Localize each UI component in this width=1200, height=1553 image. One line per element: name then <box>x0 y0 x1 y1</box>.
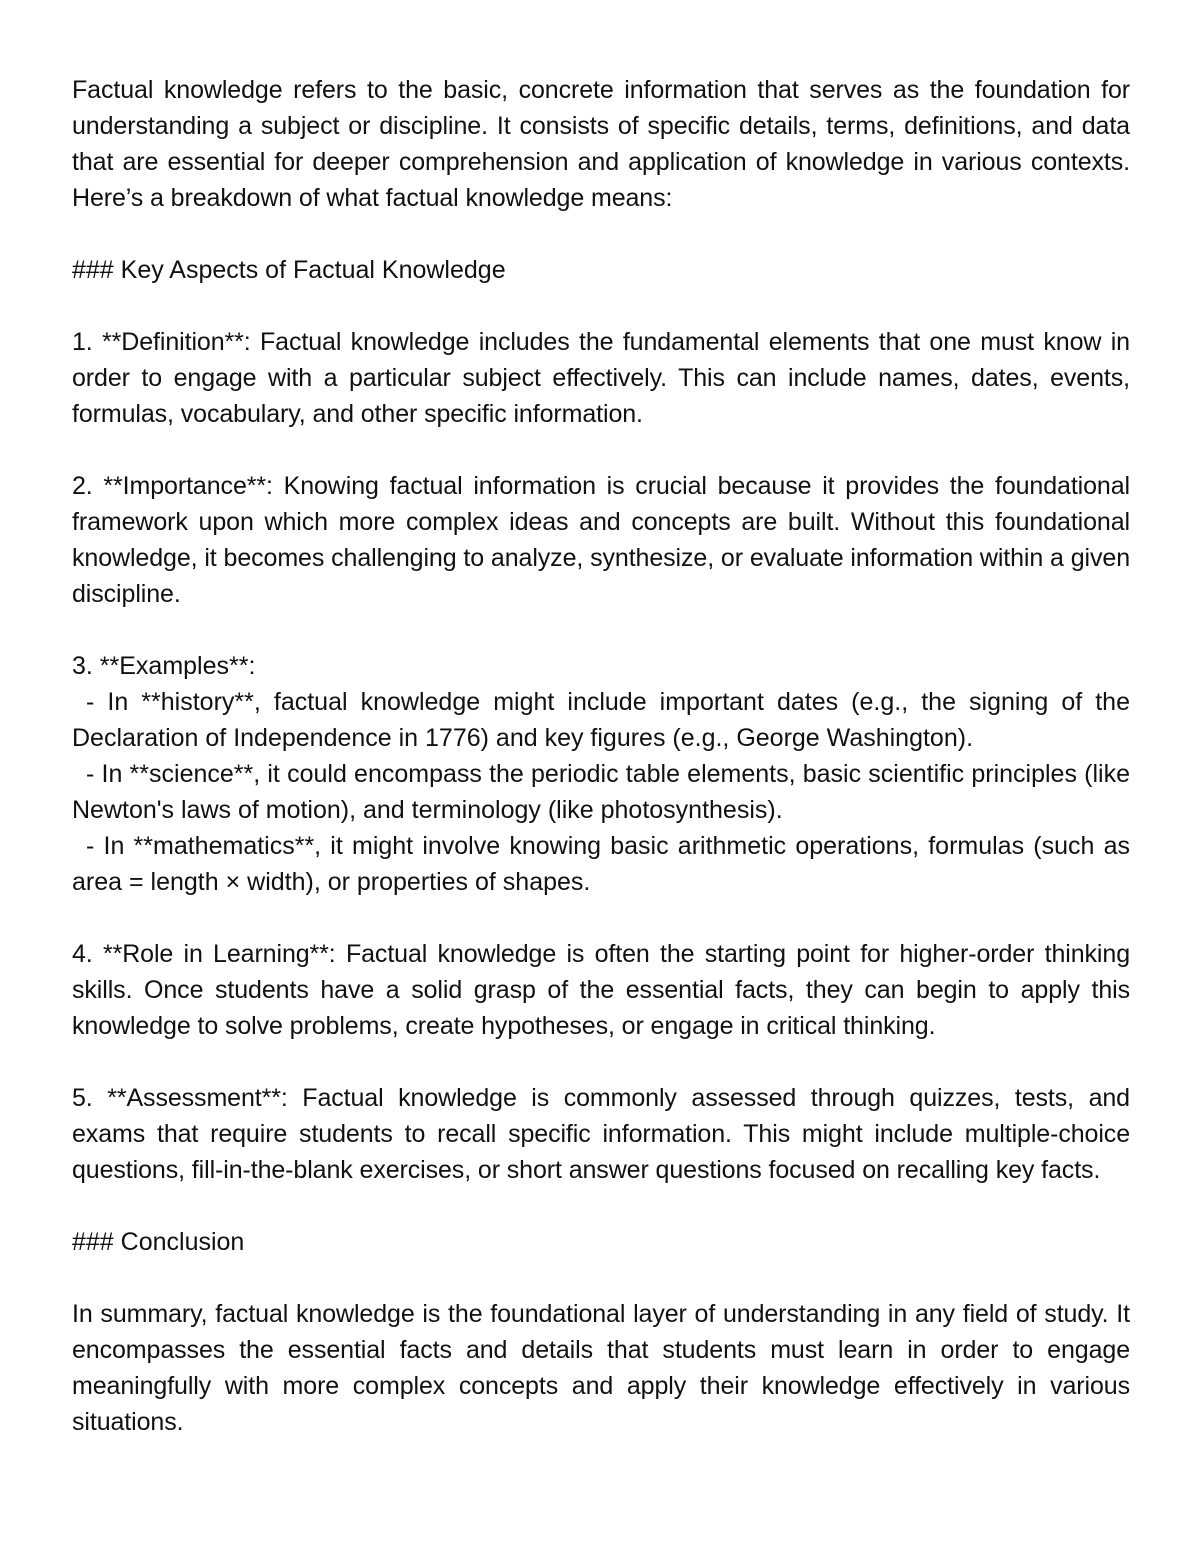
spacer <box>72 1044 1130 1080</box>
item-examples-title: 3. **Examples**: <box>72 652 256 680</box>
intro-paragraph: Factual knowledge refers to the basic, concrete information that serves as the foundation for understanding a subject or discipline. It consists of specific details, terms, definitions, and data that are essential for deeper comprehension and application of knowledge in various contexts. Here’s a breakdown of what factual knowledge means: <box>72 76 1130 212</box>
example-history: - In **history**, factual knowledge might include important dates (e.g., the signing of the Declaration of Independence in 1776) and key figures (e.g., George Washington). <box>72 688 1130 752</box>
item-importance: 2. **Importance**: Knowing factual information is crucial because it provides the foundational framework upon which more complex ideas and concepts are built. Without this foundational knowledge, it becomes challenging to analyze, synthesize, or evaluate information within a given discipline. <box>72 472 1130 608</box>
conclusion-heading: ### Conclusion <box>72 1228 245 1256</box>
key-aspects-heading: ### Key Aspects of Factual Knowledge <box>72 256 506 284</box>
spacer <box>72 216 1130 252</box>
spacer <box>72 432 1130 468</box>
spacer <box>72 288 1130 324</box>
item-definition: 1. **Definition**: Factual knowledge includes the fundamental elements that one must know in order to engage with a particular subject effectively. This can include names, dates, events, formulas, vocabulary, and other specific information. <box>72 328 1130 428</box>
spacer <box>72 900 1130 936</box>
example-mathematics: - In **mathematics**, it might involve knowing basic arithmetic operations, formulas (such as area = length × width), or properties of shapes. <box>72 832 1130 896</box>
conclusion-paragraph: In summary, factual knowledge is the foundational layer of understanding in any field of study. It encompasses the essential facts and details that students must learn in order to engage meaningfully with more complex concepts and apply their knowledge effectively in various situations. <box>72 1300 1130 1436</box>
spacer <box>72 1260 1130 1296</box>
item-assessment: 5. **Assessment**: Factual knowledge is commonly assessed through quizzes, tests, and exams that require students to recall specific information. This might include multiple-choice questions, fill-in-the-blank exercises, or short answer questions focused on recalling key facts. <box>72 1084 1130 1184</box>
spacer <box>72 612 1130 648</box>
item-role-in-learning: 4. **Role in Learning**: Factual knowledge is often the starting point for higher-order thinking skills. Once students have a solid grasp of the essential facts, they can begin to apply this knowledge to solve problems, create hypotheses, or engage in critical thinking. <box>72 940 1130 1040</box>
spacer <box>72 1188 1130 1224</box>
example-science: - In **science**, it could encompass the periodic table elements, basic scientific principles (like Newton's laws of motion), and terminology (like photosynthesis). <box>72 760 1130 824</box>
document-page <box>72 72 1130 1440</box>
